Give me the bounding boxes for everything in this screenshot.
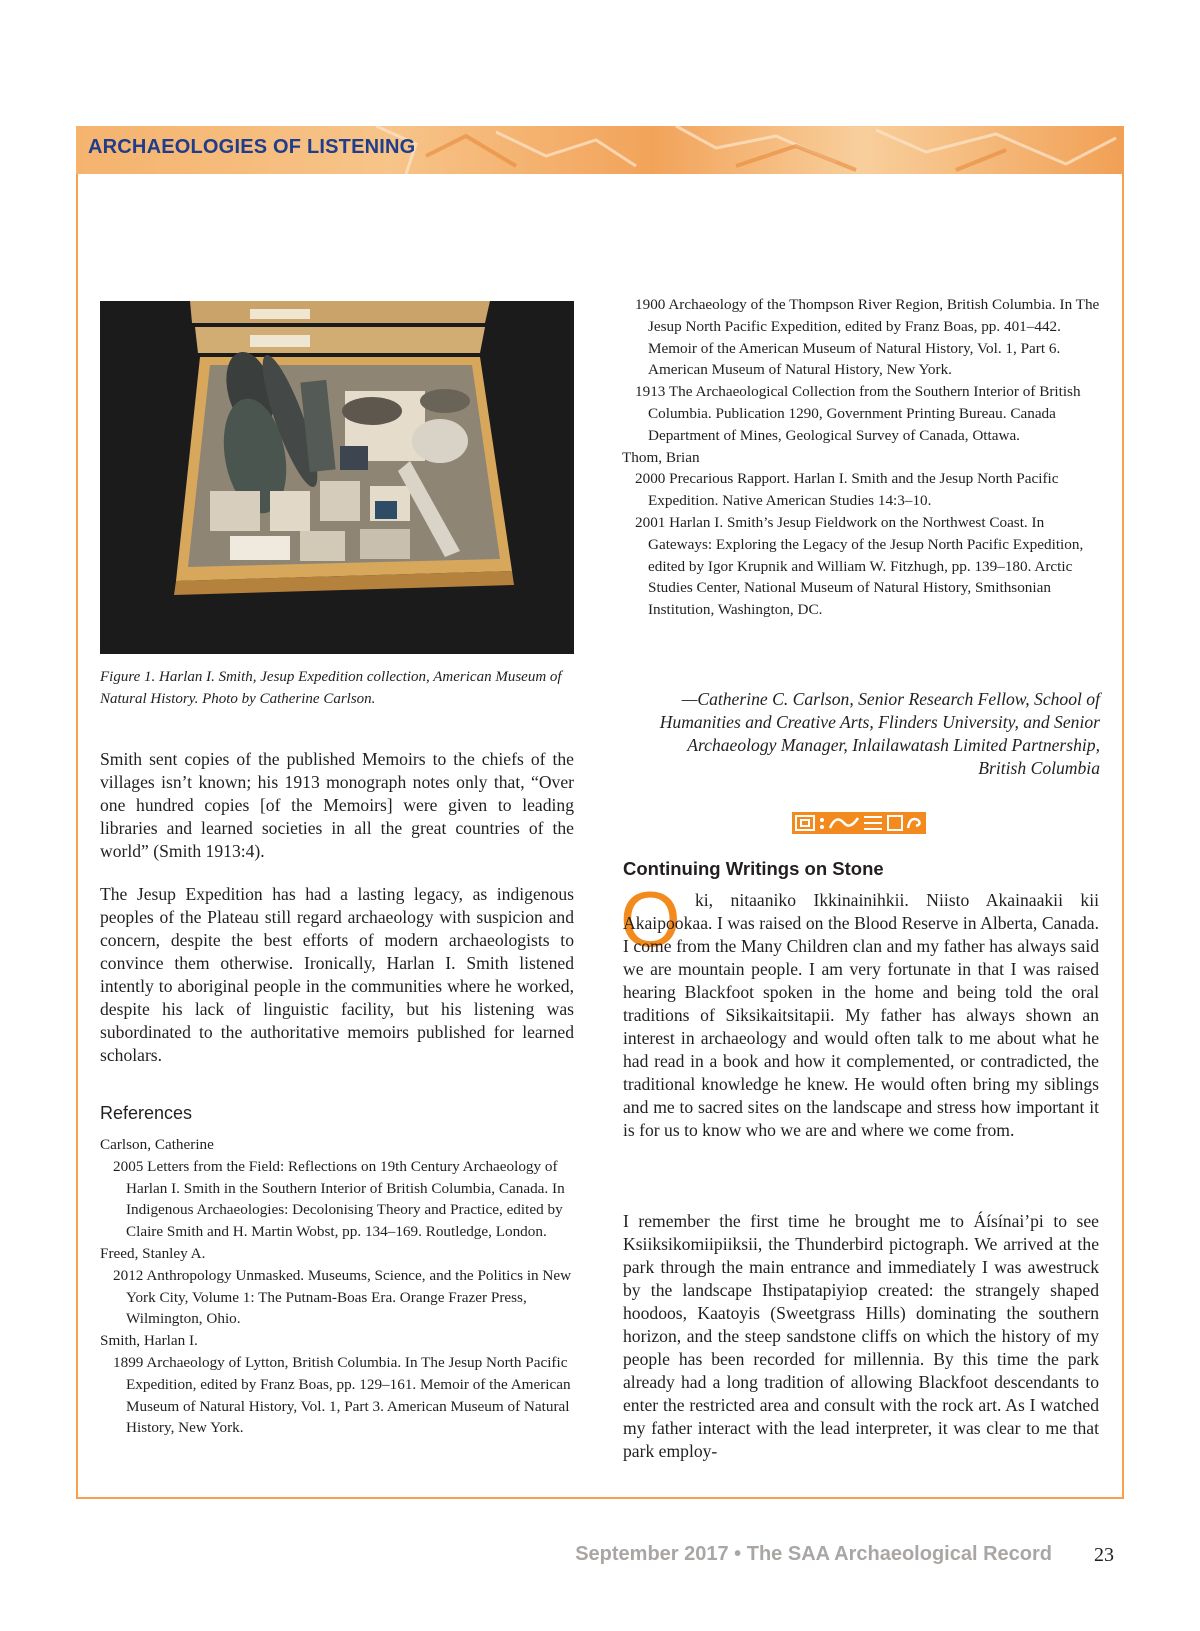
author-signature: —Catherine C. Carlson, Senior Research Fellow, School of Humanities and Creative Arts, Flinders University, and Senior Archaeology Manager, Inlailawatash Limited Partnership, British Columbia [659,689,1100,778]
body-paragraph-1: Smith sent copies of the published Memoirs to the chiefs of the villages isn’t known; his 1913 monograph notes only that, “Over one hundred copies [of the Memoirs] were given to leading libraries and learned societies in all the great countries of the world” (Smith 1913:4). [100,749,574,861]
divider-ornament-icon [792,812,926,839]
ref-entry: 2005 Letters from the Field: Reflections on 19th Century Archaeology of Harlan I. Smith in the Southern Interior of British Columbia, Canada. In Indigenous Archaeologies: Decolonising Theory and Practice, edited by Claire Smith and H. Martin Wobst, pp. 134–169. Routledge, London. [113,1157,565,1241]
references-left [100,1134,574,1439]
ref-entry: 1913 The Archaeological Collection from the Southern Interior of British Columbia. Publication 1290, Government Printing Bureau. Canada Department of Mines, Geological Survey of Canada, Ottawa. [635,383,1081,444]
ref-entry: 2012 Anthropology Unmasked. Museums, Science, and the Politics in New York City, Volume 1: The Putnam-Boas Era. Orange Frazer Press, Wilmington, Ohio. [113,1266,572,1328]
body-paragraph-2: The Jesup Expedition has had a lasting legacy, as indigenous peoples of the Plateau still regard archaeology with suspicion and concern, despite the best efforts of modern archaeologists to convince them otherwise. Ironically, Harlan I. Smith listened intently to aboriginal people in the communities where he worked, despite his lack of linguistic facility, but his listening was subordinated to the authoritative memoirs published for learned scholars. [100,884,574,1065]
section-paragraph-1: ki, nitaaniko Ikkinainihkii. Niisto Akainaakii kii Akaipookaa. I was raised on the Blood Reserve in Alberta, Canada. I come from the Many Children clan and my father has always said we are mountain people. I am very fortunate in that I was raised hearing Blackfoot spoken in the home and being told the oral traditions of Siksikaitsitapii. My father has always shown an interest in archaeology and would often talk to me about what he had read in a book and how it complemented, or contradicted, the traditional knowledge he knew. He would often bring my siblings and me to sacred sites on the landscape and stress how important it is for us to know who we are and where we come from. [623,890,1099,1140]
figure-caption: Figure 1. Harlan I. Smith, Jesup Expedition collection, American Museum of Natural History. Photo by Catherine Carlson. [100,669,562,707]
ref-author: Smith, Harlan I. [100,1332,198,1350]
ref-entry: 1899 Archaeology of Lytton, British Columbia. In The Jesup North Pacific Expedition, edited by Franz Boas, pp. 129–161. Memoir of the American Museum of Natural History, Vol. 1, Part 3. American Museum of Natural History, New York. [113,1353,571,1437]
ref-author: Thom, Brian [622,448,700,466]
footer-journal: September 2017 • The SAA Archaeological Record [575,1543,1052,1565]
ref-author: Carlson, Catherine [100,1136,214,1153]
section-heading: Continuing Writings on Stone [623,858,884,879]
figure-photo [100,301,574,654]
section-paragraph-2: I remember the first time he brought me to Áísínai’pi to see Ksiiksikomiipiiksii, the Thunderbird pictograph. We arrived at the park through the main entrance and immediately I was awestruck by the landscape Ihstipatapiyiop created: the strangely shaped hoodoos, Kaatoyis (Sweetgrass Hills) dominating the southern horizon, and the steep sandstone cliffs on which the history of my people has been recorded for millennia. By this time the park already had a long tradition of allowing Blackfoot descendants to enter the restricted area and consult with the rock art. As I watched my father interact with the lead interpreter, it was clear to me that park employ- [623,1211,1099,1461]
drop-cap: O [620,875,681,963]
section-title: ARCHAEOLOGIES OF LISTENING [88,136,416,158]
ref-entry: 2001 Harlan I. Smith’s Jesup Fieldwork on the Northwest Coast. In Gateways: Exploring the Legacy of the Jesup North Pacific Expedition, edited by Igor Krupnik and William W. Fitzhugh, pp. 139–180. Arctic Studies Center, National Museum of Natural History, Smithsonian Institution, Washington, DC. [635,513,1084,619]
references-heading: References [100,1103,193,1123]
page-number: 23 [1094,1544,1114,1566]
header-banner [76,126,1124,174]
ref-entry: 2000 Precarious Rapport. Harlan I. Smith and the Jesup North Pacific Expedition. Native American Studies 14:3–10. [635,470,1059,510]
references-right [622,294,1100,621]
ref-author: Freed, Stanley A. [100,1244,206,1262]
ref-entry: 1900 Archaeology of the Thompson River Region, British Columbia. In The Jesup North Pacific Expedition, edited by Franz Boas, pp. 401–442. Memoir of the American Museum of Natural History, Vol. 1, Part 6. American Museum of Natural History, New York. [635,296,1100,379]
drawer-photo [100,301,574,654]
